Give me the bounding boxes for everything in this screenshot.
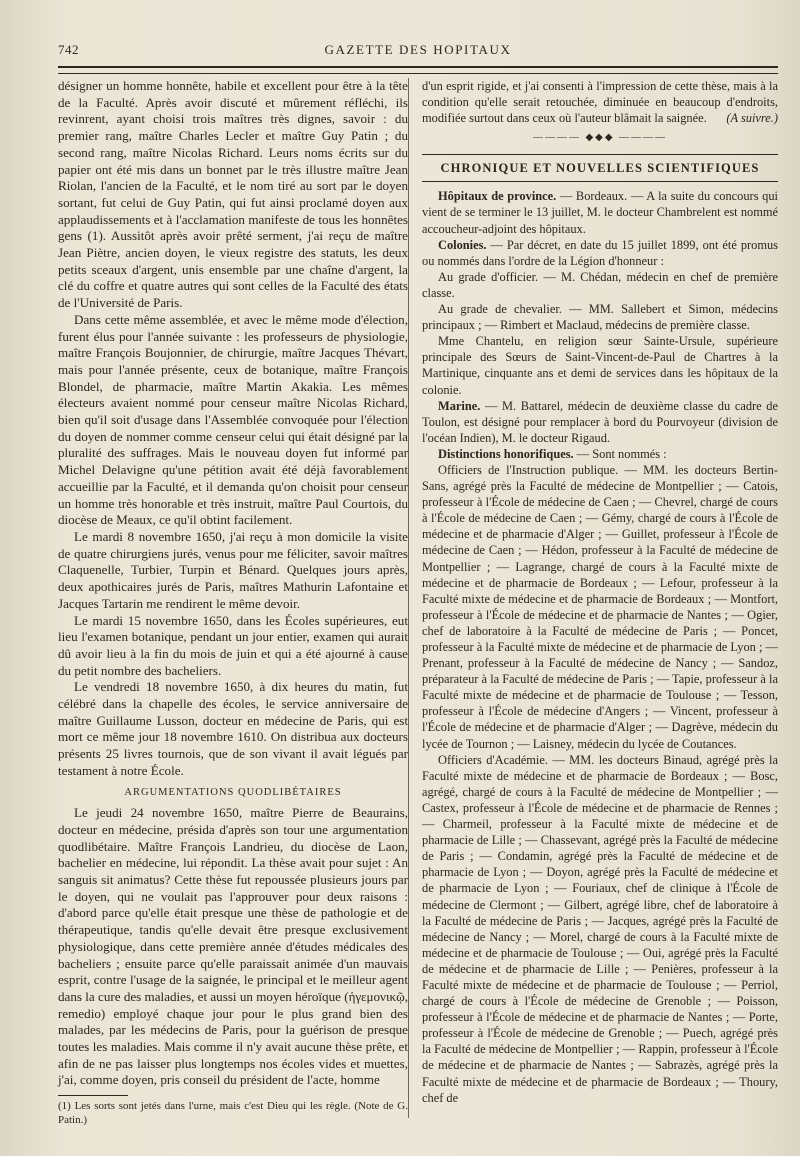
news-label: Marine. [438, 398, 481, 413]
page-number: 742 [58, 42, 79, 57]
news-text: — Bordeaux. — A la suite du concours qui vient de se terminer le 13 juillet, M. le docteur Chambrelent est nommé accoucheur-adjoint des hôpitaux. [422, 189, 778, 236]
news-label: Distinctions honorifiques. [438, 446, 574, 461]
ornament-divider: ———— ◆◆◆ ———— [532, 132, 668, 144]
to-be-continued: (A suivre.) [726, 111, 778, 126]
paragraph: Le mardi 8 novembre 1650, j'ai reçu à mon domicile la visite de quatre chirurgiens jurés, venus pour me féliciter, savoir maîtres Claquenelle, Turbier, Turpin et Bénard. Quelques jours après, deux apothicaires jurés de Paris, maîtres Mathurin Lafontaine et Jacques Tartarin me rendirent le même devoir. [58, 528, 408, 611]
section-heading: ARGUMENTATIONS QUODLIBÉTAIRES [124, 786, 342, 798]
news-label: Hôpitaux de province. [438, 189, 557, 204]
paragraph: Le vendredi 18 novembre 1650, à dix heures du matin, fut célébré dans la chapelle des écoles, le service anniversaire de maître Guillaume Lusson, docteur en médecine de Paris, qui est mort ce même jour 18 novembre 1610. On distribua aux docteurs présents 25 livres tournois, que de son vivant il avait légués par testament à notre École. [58, 679, 408, 778]
news-text: — M. Battarel, médecin de deuxième classe du cadre de Toulon, est désigné pour remplacer à bord du Pourvoyeur (division de l'océan Indien), M. le docteur Rigaud. [422, 398, 778, 445]
news-text: — Sont nommés : [573, 446, 667, 461]
paragraph: Mme Chantelu, en religion sœur Sainte-Ursule, supérieure principale des Sœurs de Saint-Vincent-de-Paul de Chartres à la Martinique, cinquante ans et demi de services dans les hôpitaux de la colonie. [422, 334, 778, 397]
paragraph: Au grade de chevalier. — MM. Sallebert et Simon, médecins principaux ; — Rimbert et Maclaud, médecins de première classe. [422, 302, 778, 333]
header-rule [58, 66, 778, 74]
paragraph: Au grade d'officier. — M. Chédan, médecin en chef de première classe. [422, 269, 778, 300]
chronicle-heading: CHRONIQUE ET NOUVELLES SCIENTIFIQUES [422, 154, 778, 182]
news-item-marine [422, 398, 778, 446]
left-column [58, 78, 408, 1127]
paragraph: Officiers de l'Instruction publique. — MM. les docteurs Bertin-Sans, agrégé près la Faculté de médecine de Montpellier ; — Catois, professeur à l'École de médecine de Caen ; — Chevrel, chargé de cours à l'École de médecine de Caen ; — Gémy, chargé de cours à l'École de médecine et de pharmacie d'Alger ; — Guillet, professeur à l'École de médecine de Caen ; — Hédon, professeur à la Faculté de médecine de Montpellier ; — Lagrange, chargé de cours à la Faculté mixte de médecine et de pharmacie de Bordeaux ; — Lefour, professeur à la Faculté mixte de médecine et de pharmacie de Bordeaux ; — Montfort, professeur à l'École de médecine et de pharmacie de Nantes ; — Ogier, chef de laboratoire à la Faculté de médecine de Paris ; — Poncet, professeur à la Faculté mixte de médecine et de pharmacie de Lyon ; — Prenant, professeur à la Faculté de médecine de Nancy ; — Sandoz, préparateur à la Faculté de médecine de Paris ; — Tapie, professeur à la Faculté mixte de médecine et de pharmacie de Toulouse ; — Tesson, professeur à l'École de médecine d'Angers ; — Vincent, professeur à l'École de médecine et de pharmacie d'Alger ; — Dagrève, médecin du lycée de Tournon ; — Laisney, médecin du lycée de Coutances. [422, 462, 778, 751]
news-label: Colonies. [438, 237, 487, 252]
paragraph: Dans cette même assemblée, et avec le même mode d'élection, furent élus pour l'année suivante : les professeurs de physiologie, maître François Boujonnier, de chirurgie, maître Jacques Thévart, mais pour l'année présente, ceux de botanique, maître François Blondel, de pharmacie, maître Martin Akakia. Les mêmes électeurs avaient nommé pour censeur maître Nicolas Richard, bien qu'il soit d'usage dans l'Assemblée convoquée pour l'élection du doyen de nommer comme censeur celui qui était désigné par la pluralité des suffrages. Mais le nouveau doyen fut informé par Michel Delavigne qu'une pétition avait été déjà favorablement accueillie par la Faculté, et il demanda qu'on choisit pour censeur un homme très honorable et très instruit, maître Paul Courtois, du diocèse de Meaux, ce qu'il obtint facilement. [58, 311, 408, 528]
page-header [58, 38, 778, 64]
news-item-hopitaux [422, 188, 778, 236]
footnote: (1) Les sorts sont jetés dans l'urne, mais c'est Dieu qui les règle. (Note de G. Patin.) [58, 1100, 408, 1126]
running-title: GAZETTE DES HOPITAUX [324, 42, 512, 57]
paragraph-text: d'un esprit rigide, et j'ai consenti à l'impression de cette thèse, mais à la condition qu'elle serait retouchée, diminuée en beaucoup d'endroits, modifiée surtout dans ceux où l'auteur blâmait la saignée. [422, 79, 778, 126]
paragraph: désigner un homme honnête, habile et excellent pour être à la tête de la Faculté. Après avoir discuté et mûrement réfléchi, ils revinrent, ayant choisi trois maîtres très dignes, savoir : du premier rang, maître Charles Lecler et maître Guy Patin ; du second rang, maître Nicolas Richard. Leurs noms écrits sur du papier ont été mis dans un bonnet par le très illustre maître Jean Riolan, l'ancien de la Faculté, et le nom tiré au sort par le doyen sortant, fut celui de Guy Patin, qui fut ainsi proclamé doyen aux applaudissements et à l'acclamation manifeste de tous les honnêtes gens (1). Aussitôt après avoir prêté serment, j'ai reçu de maître Jean Piètre, ancien doyen, le vieux registre des statuts, les deux petits sceaux d'argent, unis ensemble par une chaîne d'argent, la clé du coffre et quatre autres qui sont celles de la Faculté des états de l'Université de Paris. [58, 78, 408, 311]
paragraph: Officiers d'Académie. — MM. les docteurs Binaud, agrégé près la Faculté mixte de médecine et de pharmacie de Bordeaux ; — Bosc, agrégé, chargé de cours à la Faculté de médecine de Montpellier ; — Castex, professeur à l'École de médecine et de pharmacie de Rennes ; — Charmeil, professeur à la Faculté mixte de médecine et de pharmacie de Lille ; — Chassevant, agrégé près la Faculté de médecine de Paris ; — Condamin, agrégé près la Faculté de médecine et de pharmacie de Lyon ; — Doyon, agrégé près la Faculté de médecine et de pharmacie de Lyon ; — Fouriaux, chef de clinique à l'École de médecine de Clermont ; — Gilbert, agrégé libre, chef de laboratoire à la Faculté de médecine de Paris ; — Jacques, agrégé près la Faculté de médecine de Nancy ; — Morel, chargé de cours à la Faculté mixte de médecine et de pharmacie de Toulouse ; — Oui, agrégé près la Faculté de médecine et de pharmacie de Lille ; — Penières, professeur à la Faculté mixte de médecine et de pharmacie de Toulouse ; — Perriol, chargé de cours à l'École de médecine de Grenoble ; — Poisson, professeur à l'École de médecine et de pharmacie de Nantes ; — Porte, professeur à l'École de médecine de Grenoble ; — Puech, agrégé près la Faculté de médecine de Montpellier ; — Rappin, professeur à l'École de médecine et de pharmacie de Nantes ; — Sabrazès, agrégé près la Faculté mixte de médecine et de pharmacie de Bordeaux ; — Thoury, chef de [422, 752, 778, 1105]
news-text: — Par décret, en date du 15 juillet 1899, ont été promus ou nommés dans l'ordre de la Légion d'honneur : [422, 237, 778, 268]
paragraph: Le jeudi 24 novembre 1650, maître Pierre de Beaurains, docteur en médecine, présida d'après son tour une argumentation quodlibétaire. Maître François Landrieu, du diocèse de Laon, bachelier en médecine, lui répondit. La thèse avait pour sujet : An sanguis sit animatus? Cette thèse fut repoussée plusieurs jours par le doyen, qui ne voulait pas l'approuver pour deux raisons : d'abord parce qu'elle était presque une thèse de pathologie et de thérapeutique, tandis qu'elle devait être presque exclusivement physiologique, dans cette première année d'études médicales des bacheliers ; ensuite parce qu'elle paraissait animée d'un mauvais esprit, contre l'usage de la saignée, le principal et le meilleur agent dans la cure des maladies, et aussi un moyen héroïque (ἡγεμονικῷ, remedio) employé chaque jour pour le plus grand bien des malades, par les médecins de Paris, pour la guérison de presque toutes les maladies. Mais comme il n'y avait aucune thèse prête, et afin de ne pas laisser plus longtemps nos écoles vides et muettes, j'ai, comme doyen, pris conseil du président de l'acte, homme [58, 805, 408, 1088]
footnote-divider [58, 1095, 128, 1096]
news-item-colonies [422, 237, 778, 269]
column-divider [408, 78, 409, 1118]
paragraph [422, 78, 778, 126]
paragraph: Le mardi 15 novembre 1650, dans les Écoles supérieures, eut lieu l'examen botanique, pendant un jour entier, examen qui aurait dû avoir lieu à la fin du mois de juin et qui a été ajourné à cause du petit nombre des bacheliers. [58, 612, 408, 678]
news-item-distinctions [422, 446, 778, 462]
right-column [422, 78, 778, 1106]
